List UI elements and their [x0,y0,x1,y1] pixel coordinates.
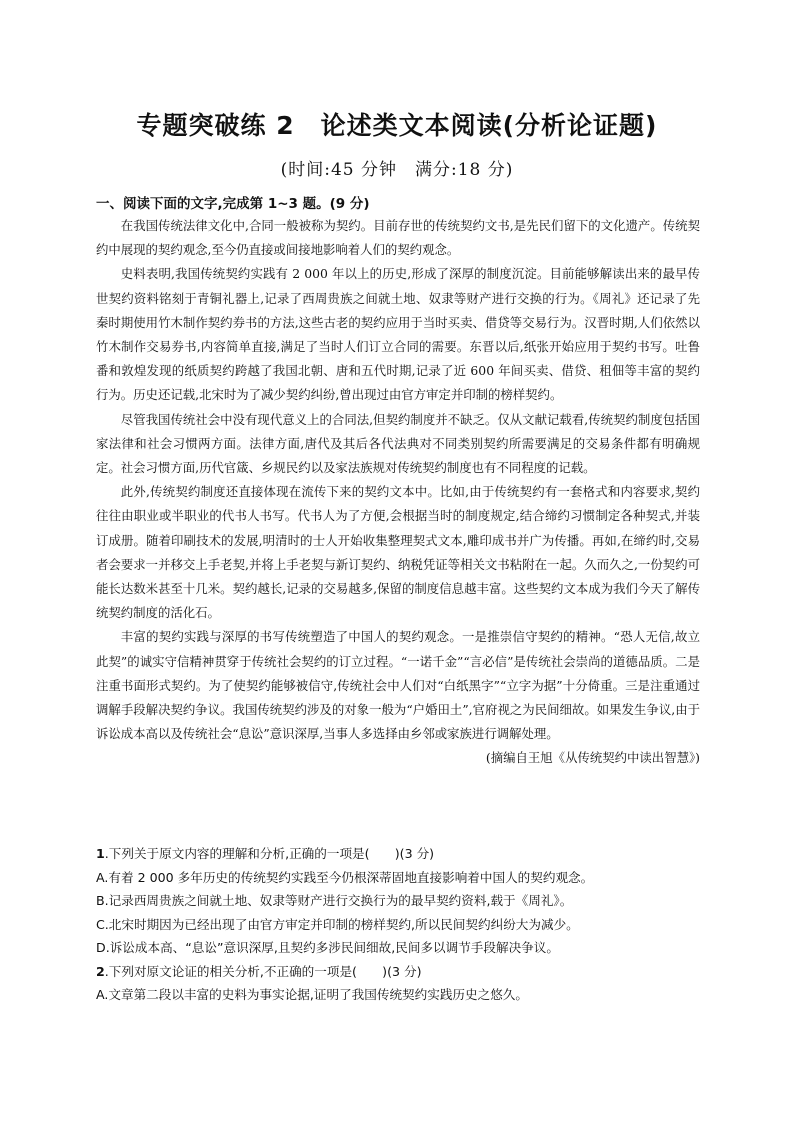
question-2-number: 2 [96,963,105,979]
passage-source: (摘编自王旭《从传统契约中读出智慧》) [485,750,700,766]
reading-passage [96,214,700,771]
passage-paragraph: 史料表明,我国传统契约实践有 2 000 年以上的历史,形成了深厚的制度沉淀。目前能够解读出来的最早传世契约资料铭刻于青铜礼器上,记录了西周贵族之间就土地、奴隶等财产进行交换的行为。《周礼》还记录了先秦时期使用竹木制作契约券书的方法,这些古老的契约应用于当时买卖、借贷等交易行为。汉晋时期,人们依然以竹木制作交易券书,内容简单直接,满足了当时人们订立合同的需要。东晋以后,纸张开始应用于契约书写。吐鲁番和敦煌发现的纸质契约跨越了我国北朝、唐和五代时期,记录了近 600 年间买卖、借贷、租佃等丰富的契约行为。历史还记载,北宋时为了减少契约纠纷,曾出现过由官方审定并印制的榜样契约。 [96,266,700,403]
question-1-option-c: C.北宋时期因为已经出现了由官方审定并印制的榜样契约,所以民间契约纠纷大为减少。 [96,916,579,932]
passage-paragraph: 丰富的契约实践与深厚的书写传统塑造了中国人的契约观念。一是推崇信守契约的精神。“恐人无信,故立此契”的诚实守信精神贯穿于传统社会契约的订立过程。“一诺千金”“言必信”是传统社会崇尚的道德品质。二是注重书面形式契约。为了使契约能够被信守,传统社会中人们对“白纸黑字”“立字为据”十分倚重。三是注重通过调解手段解决契约争议。我国传统契约涉及的对象一般为“户婚田土”,官府视之为民间细故。如果发生争议,由于诉讼成本高以及传统社会“息讼”意识深厚,当事人多选择由乡邻或家族进行调解处理。 [96,629,700,742]
passage-paragraph: 此外,传统契约制度还直接体现在流传下来的契约文本中。比如,由于传统契约有一套格式和内容要求,契约往往由职业或半职业的代书人书写。代书人为了方便,会根据当时的制度规定,结合缔约习惯制定各种契式,并装订成册。随着印刷技术的发展,明清时的士人开始收集整理契式文本,雕印成书并广为传播。再如,在缔约时,交易者会要求一并移交上手老契,并将上手老契与新订契约、纳税凭证等相关文书粘附在一起。久而久之,一份契约可能长达数米甚至十几米。契约越长,记录的交易越多,保留的制度信息越丰富。这些契约文本成为我们今天了解传统契约制度的活化石。 [96,484,700,621]
page-title: 专题突破练 2 论述类文本阅读(分析论证题) [136,111,658,140]
question-1-option-d: D.诉讼成本高、“息讼”意识深厚,且契约多涉民间细故,民间多以调节手段解决争议。 [96,940,559,955]
question-list [96,842,700,1007]
question-1-option-b: B.记录西周贵族之间就土地、奴隶等财产进行交换行为的最早契约资料,载于《周礼》。 [96,893,573,908]
question-2-text: .下列对原文论证的相关分析,不正确的一项是( )(3 分) [104,963,422,979]
question-2-stem [96,960,700,984]
question-2-option-a: A.文章第二段以丰富的史料为事实论据,证明了我国传统契约实践历史之悠久。 [96,987,528,1002]
question-1-option-a: A.有着 2 000 多年历史的传统契约实践至今仍根深蒂固地直接影响着中国人的契约观念。 [96,869,594,885]
passage-paragraph: 在我国传统法律文化中,合同一般被称为契约。目前存世的传统契约文书,是先民们留下的文化遗产。传统契约中展现的契约观念,至今仍直接或间接地影响着人们的契约观念。 [96,218,700,258]
page-subtitle: (时间:45 分钟 满分:18 分) [280,160,514,180]
section-heading: 一、阅读下面的文字,完成第 1~3 题。(9 分) [96,196,370,212]
question-1-text: .下列关于原文内容的理解和分析,正确的一项是( )(3 分) [104,846,435,861]
question-1-stem [96,842,700,866]
question-1-number: 1 [96,846,105,861]
passage-paragraph: 尽管我国传统社会中没有现代意义上的合同法,但契约制度并不缺乏。仅从文献记载看,传统契约制度包括国家法律和社会习惯两方面。法律方面,唐代及其后各代法典对不同类别契约所需要满足的交易条件都有明确规定。社会习惯方面,历代官箴、乡规民约以及家法族规对传统契约制度也有不同程度的记载。 [96,411,700,476]
